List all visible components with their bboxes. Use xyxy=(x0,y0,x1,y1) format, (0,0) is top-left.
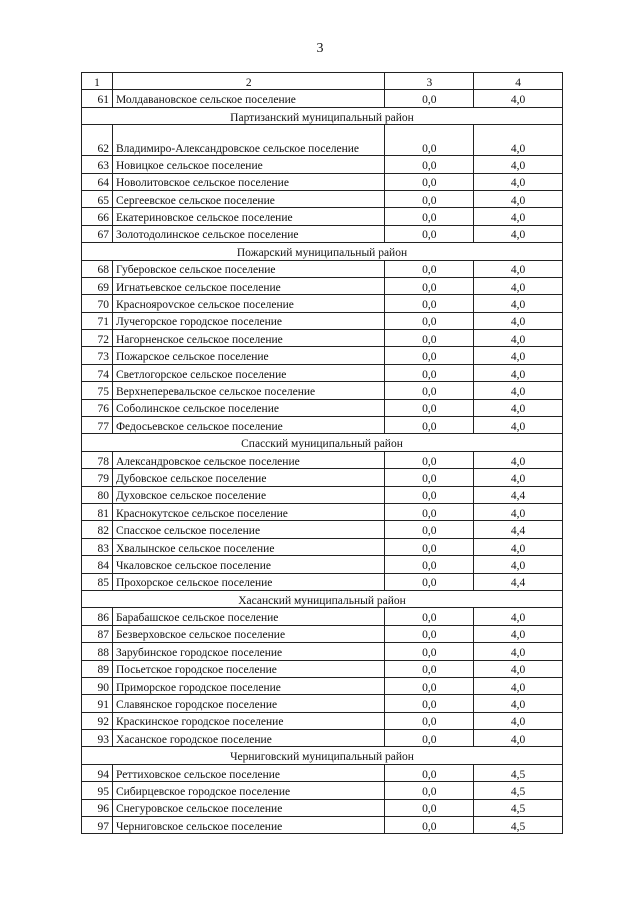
value-col-3: 0,0 xyxy=(385,399,474,416)
settlement-name: Сибирцевское городское поселение xyxy=(112,782,384,799)
table-row xyxy=(82,190,563,207)
value-col-3: 0,0 xyxy=(385,173,474,190)
table-row xyxy=(82,764,563,781)
row-number: 94 xyxy=(82,764,113,781)
settlement-name: Черниговское сельское поселение xyxy=(112,817,384,834)
value-col-4: 4,4 xyxy=(474,486,563,503)
value-col-4: 4,0 xyxy=(474,643,563,660)
value-col-4: 4,0 xyxy=(474,625,563,642)
settlement-name: Спасское сельское поселение xyxy=(112,521,384,538)
row-number: 80 xyxy=(82,486,113,503)
value-col-4: 4,0 xyxy=(474,330,563,347)
settlement-name: Новицкое сельское поселение xyxy=(112,156,384,173)
value-col-4: 4,0 xyxy=(474,730,563,747)
settlement-name: Федосьевское сельское поселение xyxy=(112,417,384,434)
table-row xyxy=(82,573,563,590)
settlement-name: Зарубинское городское поселение xyxy=(112,643,384,660)
table-row xyxy=(82,260,563,277)
row-number: 65 xyxy=(82,190,113,207)
settlement-name: Хасанское городское поселение xyxy=(112,730,384,747)
settlement-name: Новолитовское сельское поселение xyxy=(112,173,384,190)
value-col-4: 4,0 xyxy=(474,277,563,294)
value-col-3: 0,0 xyxy=(385,695,474,712)
row-number: 66 xyxy=(82,208,113,225)
row-number: 64 xyxy=(82,173,113,190)
settlement-name: Краснокутское сельское поселение xyxy=(112,503,384,520)
value-col-4: 4,0 xyxy=(474,712,563,729)
settlement-name: Верхнеперевальское сельское поселение xyxy=(112,382,384,399)
district-title: Спасский муниципальный район xyxy=(82,434,563,451)
value-col-4: 4,0 xyxy=(474,677,563,694)
row-number: 82 xyxy=(82,521,113,538)
settlement-name: Красноярovское сельское поселение xyxy=(112,295,384,312)
table-row xyxy=(82,364,563,381)
settlement-name: Краскинское городское поселение xyxy=(112,712,384,729)
row-number: 81 xyxy=(82,503,113,520)
table-row xyxy=(82,312,563,329)
value-col-3: 0,0 xyxy=(385,538,474,555)
district-title: Черниговский муниципальный район xyxy=(82,747,563,764)
value-col-3: 0,0 xyxy=(385,799,474,816)
row-number: 63 xyxy=(82,156,113,173)
page-number: 3 xyxy=(316,41,324,56)
value-col-4: 4,0 xyxy=(474,364,563,381)
header-row xyxy=(82,73,563,90)
value-col-4: 4,0 xyxy=(474,503,563,520)
row-number: 62 xyxy=(82,125,113,156)
value-col-4: 4,0 xyxy=(474,399,563,416)
row-number: 89 xyxy=(82,660,113,677)
table-row xyxy=(82,643,563,660)
settlement-name: Золотодолинское сельское поселение xyxy=(112,225,384,242)
value-col-3: 0,0 xyxy=(385,521,474,538)
value-col-4: 4,4 xyxy=(474,573,563,590)
value-col-3: 0,0 xyxy=(385,417,474,434)
district-header-row xyxy=(82,243,563,260)
table-row xyxy=(82,695,563,712)
settlement-name: Пожарское сельское поселение xyxy=(112,347,384,364)
row-number: 87 xyxy=(82,625,113,642)
value-col-3: 0,0 xyxy=(385,469,474,486)
table-row xyxy=(82,156,563,173)
table-row xyxy=(82,538,563,555)
value-col-4: 4,0 xyxy=(474,538,563,555)
value-col-3: 0,0 xyxy=(385,295,474,312)
value-col-3: 0,0 xyxy=(385,90,474,107)
settlement-name: Прохорское сельское поселение xyxy=(112,573,384,590)
row-number: 76 xyxy=(82,399,113,416)
settlement-name: Светлогорское сельское поселение xyxy=(112,364,384,381)
settlement-name: Молдавановское сельское поселение xyxy=(112,90,384,107)
settlement-name: Сергеевское сельское поселение xyxy=(112,190,384,207)
settlement-name: Приморское городское поселение xyxy=(112,677,384,694)
settlement-name: Лучегорское городское поселение xyxy=(112,312,384,329)
table-row xyxy=(82,208,563,225)
table-row xyxy=(82,295,563,312)
value-col-3: 0,0 xyxy=(385,503,474,520)
row-number: 85 xyxy=(82,573,113,590)
row-number: 61 xyxy=(82,90,113,107)
value-col-3: 0,0 xyxy=(385,817,474,834)
value-col-4: 4,0 xyxy=(474,451,563,468)
settlement-name: Хвалынское сельское поселение xyxy=(112,538,384,555)
value-col-4: 4,0 xyxy=(474,90,563,107)
header-cell-2: 2 xyxy=(112,73,384,90)
data-table xyxy=(81,72,563,834)
table-row xyxy=(82,677,563,694)
value-col-3: 0,0 xyxy=(385,764,474,781)
row-number: 93 xyxy=(82,730,113,747)
value-col-4: 4,5 xyxy=(474,799,563,816)
settlement-name: Посьетское городское поселение xyxy=(112,660,384,677)
value-col-3: 0,0 xyxy=(385,125,474,156)
table-row xyxy=(82,625,563,642)
value-col-4: 4,0 xyxy=(474,190,563,207)
table-row xyxy=(82,782,563,799)
value-col-3: 0,0 xyxy=(385,312,474,329)
value-col-4: 4,0 xyxy=(474,260,563,277)
table-row xyxy=(82,799,563,816)
row-number: 97 xyxy=(82,817,113,834)
value-col-4: 4,0 xyxy=(474,608,563,625)
value-col-4: 4,0 xyxy=(474,312,563,329)
table-body xyxy=(82,73,563,834)
district-header-row xyxy=(82,434,563,451)
value-col-4: 4,0 xyxy=(474,556,563,573)
value-col-4: 4,0 xyxy=(474,417,563,434)
table-row xyxy=(82,608,563,625)
settlement-name: Реттиховское сельское поселение xyxy=(112,764,384,781)
settlement-name: Чкаловское сельское поселение xyxy=(112,556,384,573)
value-col-3: 0,0 xyxy=(385,260,474,277)
table-row xyxy=(82,451,563,468)
table-row xyxy=(82,330,563,347)
value-col-4: 4,0 xyxy=(474,382,563,399)
value-col-3: 0,0 xyxy=(385,643,474,660)
value-col-4: 4,5 xyxy=(474,817,563,834)
district-header-row xyxy=(82,107,563,124)
value-col-3: 0,0 xyxy=(385,451,474,468)
value-col-4: 4,0 xyxy=(474,125,563,156)
settlement-name: Барабашское сельское поселение xyxy=(112,608,384,625)
value-col-3: 0,0 xyxy=(385,660,474,677)
row-number: 92 xyxy=(82,712,113,729)
table-row xyxy=(82,417,563,434)
settlement-name: Игнатьевское сельское поселение xyxy=(112,277,384,294)
district-header-row xyxy=(82,747,563,764)
value-col-3: 0,0 xyxy=(385,625,474,642)
value-col-3: 0,0 xyxy=(385,677,474,694)
row-number: 71 xyxy=(82,312,113,329)
settlement-name: Безверховское сельское поселение xyxy=(112,625,384,642)
settlement-name: Дубовское сельское поселение xyxy=(112,469,384,486)
row-number: 95 xyxy=(82,782,113,799)
settlement-name: Александровское сельское поселение xyxy=(112,451,384,468)
row-number: 91 xyxy=(82,695,113,712)
row-number: 68 xyxy=(82,260,113,277)
row-number: 88 xyxy=(82,643,113,660)
table-row xyxy=(82,277,563,294)
value-col-4: 4,5 xyxy=(474,764,563,781)
value-col-3: 0,0 xyxy=(385,486,474,503)
row-number: 73 xyxy=(82,347,113,364)
row-number: 72 xyxy=(82,330,113,347)
row-number: 83 xyxy=(82,538,113,555)
district-header-row xyxy=(82,590,563,607)
settlement-name: Екатериновское сельское поселение xyxy=(112,208,384,225)
value-col-4: 4,5 xyxy=(474,782,563,799)
value-col-3: 0,0 xyxy=(385,712,474,729)
value-col-4: 4,0 xyxy=(474,347,563,364)
settlement-name: Нагорненское сельское поселение xyxy=(112,330,384,347)
table-row xyxy=(82,469,563,486)
row-number: 86 xyxy=(82,608,113,625)
value-col-4: 4,0 xyxy=(474,225,563,242)
table-row xyxy=(82,556,563,573)
table-row xyxy=(82,817,563,834)
row-number: 75 xyxy=(82,382,113,399)
row-number: 78 xyxy=(82,451,113,468)
row-number: 90 xyxy=(82,677,113,694)
settlement-name: Славянское городское поселение xyxy=(112,695,384,712)
row-number: 69 xyxy=(82,277,113,294)
header-cell-1: 1 xyxy=(82,73,113,90)
value-col-3: 0,0 xyxy=(385,782,474,799)
district-title: Партизанский муниципальный район xyxy=(82,107,563,124)
value-col-3: 0,0 xyxy=(385,208,474,225)
value-col-3: 0,0 xyxy=(385,225,474,242)
table-row xyxy=(82,399,563,416)
settlement-name: Снегуровское сельское поселение xyxy=(112,799,384,816)
row-number: 96 xyxy=(82,799,113,816)
settlement-name: Соболинское сельское поселение xyxy=(112,399,384,416)
value-col-4: 4,0 xyxy=(474,695,563,712)
value-col-3: 0,0 xyxy=(385,573,474,590)
row-number: 70 xyxy=(82,295,113,312)
row-number: 77 xyxy=(82,417,113,434)
table-row xyxy=(82,347,563,364)
table-row xyxy=(82,712,563,729)
table-row xyxy=(82,660,563,677)
header-cell-4: 4 xyxy=(474,73,563,90)
settlement-name: Владимиро-Александровское сельское поселение xyxy=(112,125,384,156)
settlement-name: Губеровское сельское поселение xyxy=(112,260,384,277)
row-number: 79 xyxy=(82,469,113,486)
district-title: Хасанский муниципальный район xyxy=(82,590,563,607)
value-col-3: 0,0 xyxy=(385,730,474,747)
value-col-3: 0,0 xyxy=(385,330,474,347)
table-row xyxy=(82,486,563,503)
value-col-4: 4,0 xyxy=(474,173,563,190)
settlement-name: Духовское сельское поселение xyxy=(112,486,384,503)
table-row xyxy=(82,90,563,107)
header-cell-3: 3 xyxy=(385,73,474,90)
row-number: 84 xyxy=(82,556,113,573)
value-col-3: 0,0 xyxy=(385,556,474,573)
value-col-4: 4,4 xyxy=(474,521,563,538)
table-row xyxy=(82,173,563,190)
value-col-3: 0,0 xyxy=(385,190,474,207)
value-col-4: 4,0 xyxy=(474,295,563,312)
row-number: 67 xyxy=(82,225,113,242)
value-col-4: 4,0 xyxy=(474,660,563,677)
value-col-3: 0,0 xyxy=(385,382,474,399)
value-col-3: 0,0 xyxy=(385,156,474,173)
table-row xyxy=(82,225,563,242)
district-title: Пожарский муниципальный район xyxy=(82,243,563,260)
value-col-3: 0,0 xyxy=(385,364,474,381)
value-col-4: 4,0 xyxy=(474,156,563,173)
value-col-4: 4,0 xyxy=(474,469,563,486)
value-col-3: 0,0 xyxy=(385,608,474,625)
value-col-4: 4,0 xyxy=(474,208,563,225)
row-number: 74 xyxy=(82,364,113,381)
value-col-3: 0,0 xyxy=(385,277,474,294)
table-row xyxy=(82,382,563,399)
table-row xyxy=(82,521,563,538)
table-row xyxy=(82,125,563,156)
value-col-3: 0,0 xyxy=(385,347,474,364)
table-row xyxy=(82,503,563,520)
table-row xyxy=(82,730,563,747)
